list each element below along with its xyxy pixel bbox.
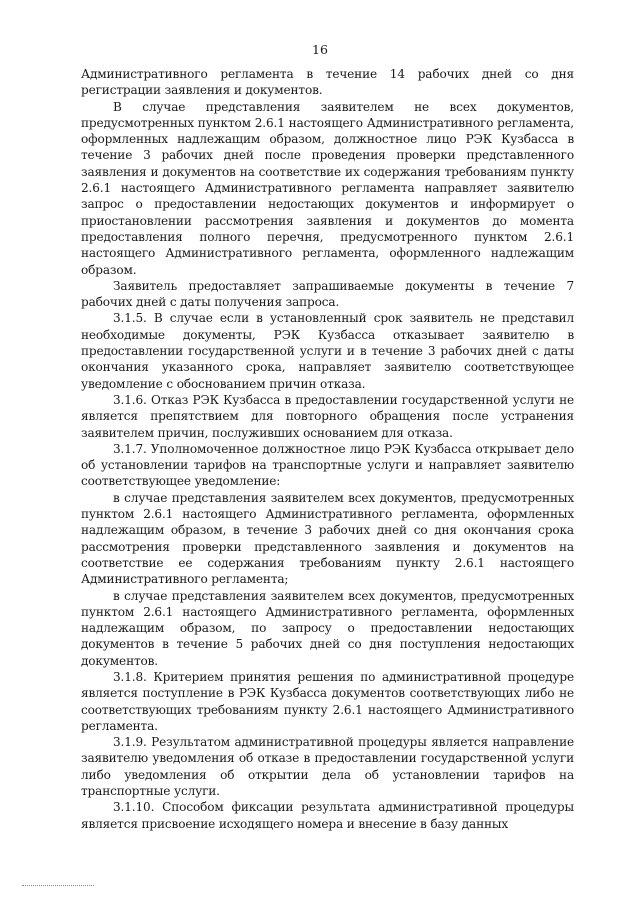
footer-divider	[22, 885, 94, 886]
paragraph-all-documents: в случае представления заявителем всех документов, предусмотренных пунктом 2.6.1 настоящего Административного регламента, оформленных надлежащим образом, в течение 3 рабочих дней со дня окончания срока рассмотрения проверки представленного заявления и документов на соответствие ее содержания требованиям пункту 2.6.1 настоящего Административного регламента;	[81, 490, 574, 587]
page-number: 16	[312, 42, 328, 57]
paragraph-3-1-9: 3.1.9. Результатом административной процедуры является направление заявителю уведомления об отказе в предоставлении государственной услуги либо уведомления об открытии дела об установлении тарифов на транспортные услуги.	[81, 735, 574, 799]
paragraph-by-request: в случае представления заявителем всех документов, предусмотренных пунктом 2.6.1 настоящего Административного регламента, оформленных надлежащим образом, по запросу о предоставлении недостающих документов в течение 5 рабочих дней со дня поступления недостающих документов.	[81, 588, 574, 668]
paragraph-3-1-10: 3.1.10. Способом фиксации результата административной процедуры является присвоение исходящего номера и внесение в базу данных	[81, 800, 574, 831]
paragraph-incomplete-documents: В случае представления заявителем не всех документов, предусмотренных пунктом 2.6.1 настоящего Административного регламента, оформленных надлежащим образом, должностное лицо РЭК Кузбасса в течение 3 рабочих дней после проведения проверки представленного заявления и документов на соответствие их содержания требованиям пункту 2.6.1 настоящего Административного регламента направляет заявителю запрос о предоставлении недостающих документов и информирует о приостановлении рассмотрения заявления и документов до момента предоставления полного перечня, предусмотренного пунктом 2.6.1 настоящего Административного регламента, оформленного надлежащим образом.	[81, 99, 574, 277]
paragraph-continuation: Административного регламента в течение 14 рабочих дней со дня регистрации заявления и документов.	[81, 67, 574, 98]
paragraph-3-1-6: 3.1.6. Отказ РЭК Кузбасса в предоставлении государственной услуги не является препятствием для повторного обращения после устранения заявителем причин, послуживших основанием для отказа.	[81, 392, 574, 440]
document-body	[81, 66, 574, 832]
paragraph-3-1-8: 3.1.8. Критерием принятия решения по административной процедуре является поступление в РЭК Кузбасса документов соответствующих либо не соответствующих требованиям пункту 2.6.1 настоящего Административного регламента.	[81, 669, 574, 733]
paragraph-7-days: Заявитель предоставляет запрашиваемые документы в течение 7 рабочих дней с даты получения запроса.	[81, 278, 574, 310]
paragraph-3-1-7: 3.1.7. Уполномоченное должностное лицо РЭК Кузбасса открывает дело об установлении тарифов на транспортные услуги и направляет заявителю соответствующее уведомление:	[81, 441, 574, 489]
paragraph-3-1-5: 3.1.5. В случае если в установленный срок заявитель не представил необходимые документы, РЭК Кузбасса отказывает заявителю в предоставлении государственной услуги и в течение 3 рабочих дней с даты окончания указанного срока, направляет заявителю соответствующее уведомление с обоснованием причин отказа.	[81, 311, 574, 391]
